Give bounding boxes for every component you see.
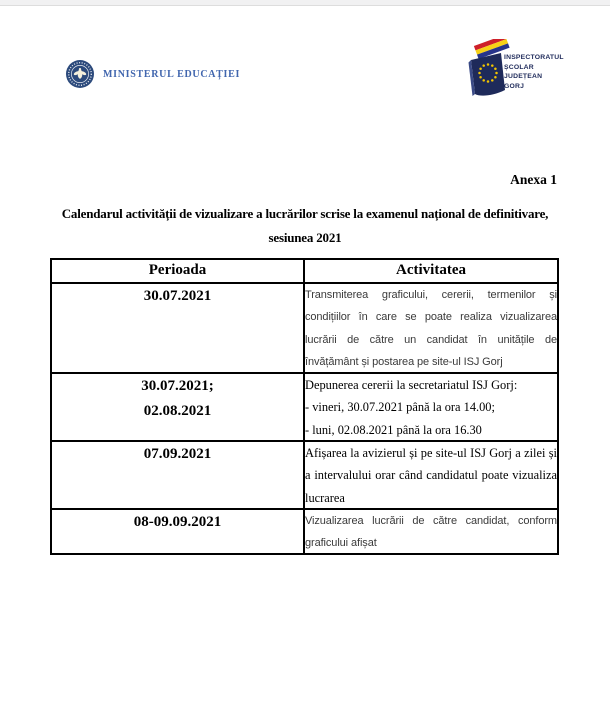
page-title-line2: sesiunea 2021 — [268, 230, 342, 245]
isj-label-line: INSPECTORATUL — [504, 54, 564, 61]
activity-line: - luni, 02.08.2021 până la ora 16.30 — [305, 422, 482, 437]
activity-text: Afișarea la avizierul și pe site-ul ISJ Gorj a zilei și a intervalului orar când candidatul poate vizualiza lucrarea — [305, 446, 557, 505]
period-date: 30.07.2021 — [143, 288, 212, 304]
activity-text: Vizualizarea lucrării de către candidat, conform graficului afișat — [305, 515, 557, 550]
activity-line: Depunerea cererii la secretariatul ISJ Gorj: — [305, 378, 518, 392]
page-title — [0, 202, 610, 250]
period-date: 30.07.2021; — [141, 378, 214, 394]
ministry-seal-icon — [66, 60, 94, 88]
table-row — [51, 509, 558, 554]
activity-cell — [304, 509, 558, 554]
activity-line: - vineri, 30.07.2021 până la ora 14.00; — [305, 400, 495, 415]
calendar-table — [50, 258, 559, 555]
col-header-activitatea: Activitatea — [304, 259, 558, 283]
ministry-logo — [66, 60, 240, 88]
period-cell — [51, 509, 304, 554]
top-edge-bar — [0, 0, 610, 6]
activity-cell — [304, 283, 558, 373]
isj-logo — [468, 39, 570, 101]
period-date: 08-09.09.2021 — [133, 514, 222, 530]
activity-text: Transmiterea graficului, cererii, termenilor și condițiilor în care se poate realiza vizualizarea lucrării de către un candidat în unitățile de învățământ și postarea pe site-ul ISJ Gorj — [305, 289, 557, 369]
activity-cell — [304, 441, 558, 509]
isj-label-line: JUDEȚEAN — [504, 73, 543, 81]
table-row — [51, 441, 558, 509]
col-header-perioada: Perioada — [51, 259, 304, 283]
activity-cell — [304, 373, 558, 441]
annex-label: Anexa 1 — [510, 172, 557, 187]
period-cell — [51, 373, 304, 441]
period-cell — [51, 283, 304, 373]
page-title-line1: Calendarul activității de vizualizare a lucrărilor scrise la examenul național de definitivare, — [61, 206, 549, 221]
isj-label-line: ȘCOLAR — [504, 63, 534, 71]
table-header-row — [51, 259, 558, 283]
activity-text-block — [305, 374, 557, 440]
isj-label-line: GORJ — [504, 82, 525, 90]
ministry-label: MINISTERUL EDUCAȚIEI — [103, 68, 241, 80]
table-row — [51, 373, 558, 441]
period-cell — [51, 441, 304, 509]
isj-label — [504, 53, 564, 91]
period-date: 02.08.2021 — [143, 403, 212, 419]
table-row — [51, 283, 558, 373]
period-date: 07.09.2021 — [143, 446, 212, 462]
